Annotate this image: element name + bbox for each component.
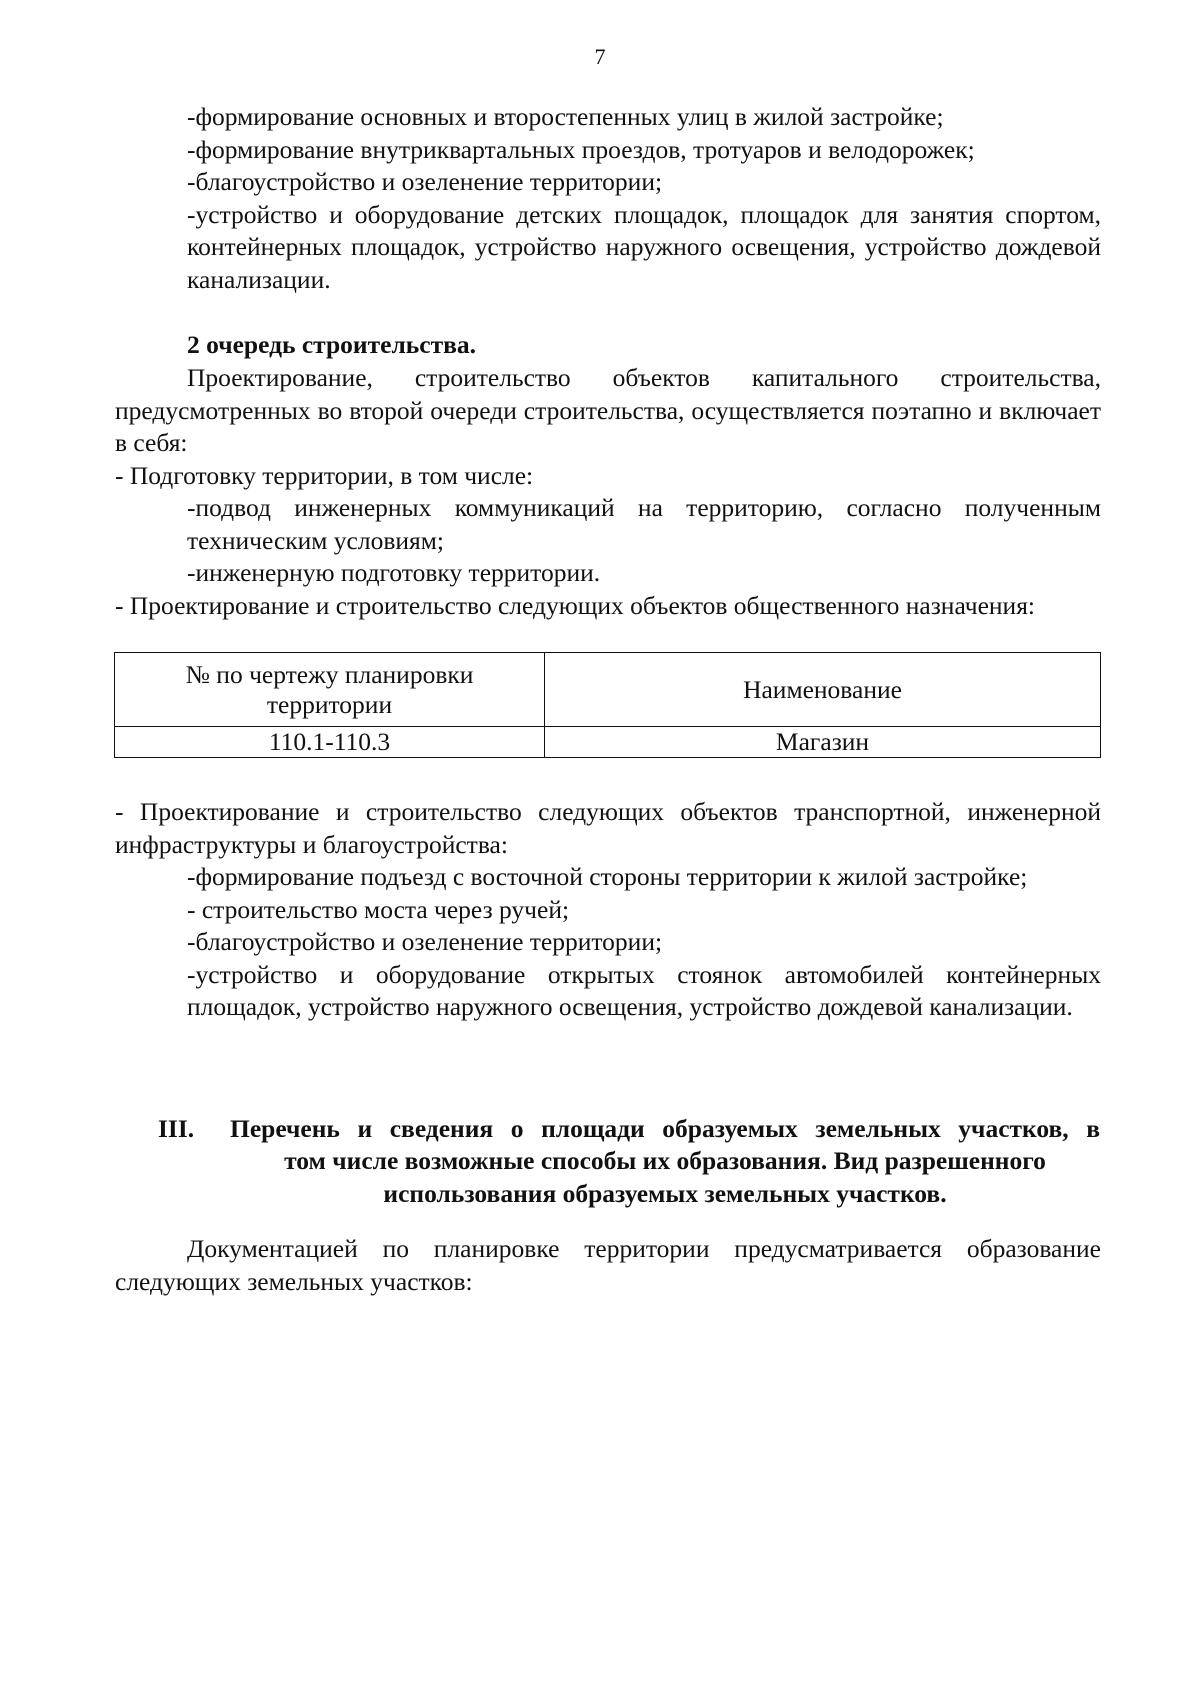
table-header-number: № по чертежу планировки территории bbox=[115, 653, 545, 727]
list-item: -формирование основных и второстепенных улиц в жилой застройке; bbox=[187, 102, 944, 131]
table-cell-number: 110.1-110.3 bbox=[115, 727, 545, 758]
list-item: -устройство и оборудование детских площадок, площадок для занятия спортом, контейнерных площадок, устройство наружного освещения, устройство дождевой канализации. bbox=[187, 199, 1101, 294]
table-cell-name: Магазин bbox=[545, 727, 1101, 758]
infra-list bbox=[187, 861, 1101, 1024]
first-stage-list bbox=[187, 101, 1101, 296]
public-objects-table bbox=[114, 652, 1101, 758]
stage2-intro: Проектирование, строительство объектов капитального строительства, предусмотренных во второй очереди строительства, осуществляется поэтапно и включает в себя: bbox=[115, 363, 1101, 457]
table-header-row bbox=[115, 653, 1101, 727]
list-item: -благоустройство и озеленение территории; bbox=[187, 167, 663, 196]
list-item: -подвод инженерных коммуникаций на территорию, согласно полученным техническим условиям; bbox=[187, 493, 1101, 555]
list-item: -благоустройство и озеленение территории; bbox=[187, 927, 663, 956]
list-item: -формирование подъезд с восточной стороны территории к жилой застройке; bbox=[187, 862, 1028, 891]
table-header-name: Наименование bbox=[545, 653, 1101, 727]
infra-title: - Проектирование и строительство следующих объектов транспортной, инженерной инфраструктуры и благоустройства: bbox=[115, 797, 1101, 859]
page-number: 7 bbox=[594, 44, 606, 69]
section3-number: III. bbox=[158, 1114, 195, 1143]
section3-title-rest: том числе возможные способы их образования. Вид разрешенного использования образуемых земельных участков. bbox=[284, 1146, 1046, 1208]
stage2-heading: 2 очередь строительства. bbox=[187, 330, 476, 359]
list-item: -формирование внутриквартальных проездов, тротуаров и велодорожек; bbox=[187, 134, 975, 164]
list-item: -инженерную подготовку территории. bbox=[187, 558, 601, 587]
final-paragraph: Документацией по планировке территории предусматривается образование следующих земельных участков: bbox=[115, 1234, 1101, 1296]
table-row bbox=[115, 727, 1101, 758]
list-item: - строительство моста через ручей; bbox=[187, 894, 570, 924]
prep-list bbox=[187, 492, 1101, 590]
prep-title: - Подготовку территории, в том числе: bbox=[115, 461, 534, 490]
public-objects-title: - Проектирование и строительство следующих объектов общественного назначения: bbox=[115, 591, 1036, 620]
list-item: -устройство и оборудование открытых стоянок автомобилей контейнерных площадок, устройство наружного освещения, устройство дождевой канализации. bbox=[187, 959, 1101, 1021]
section3-title-line1: Перечень и сведения о площади образуемых земельных участков, в bbox=[230, 1114, 1100, 1143]
